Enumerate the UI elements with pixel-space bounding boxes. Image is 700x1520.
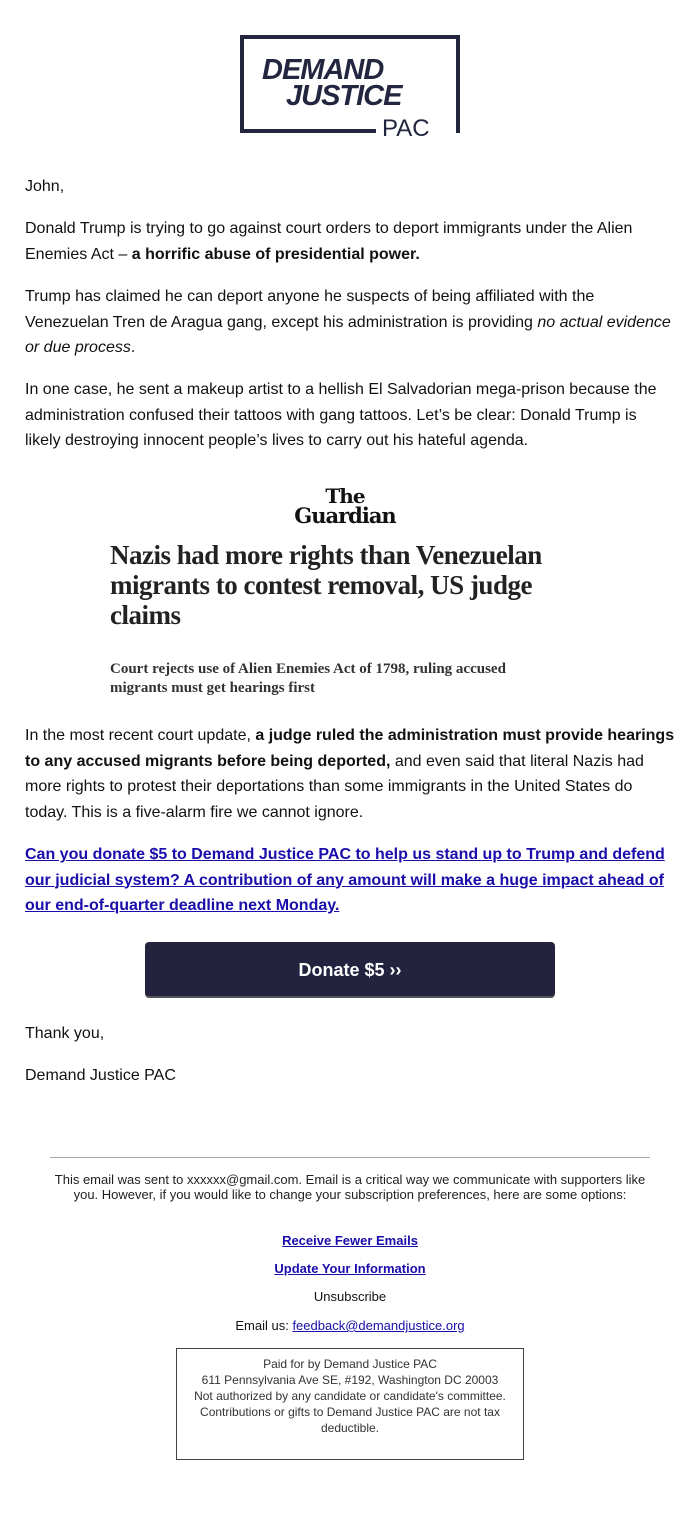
update-information-link[interactable]: Update Your Information (274, 1261, 426, 1276)
guardian-headline: Nazis had more rights than Venezuelan migrants to contest removal, US judge claims (110, 540, 542, 630)
paragraph-4-text: In the most recent court update, (25, 727, 256, 744)
logo-frame-bottom (240, 129, 376, 133)
donation-ask-link[interactable]: Can you donate $5 to Demand Justice PAC to help us stand up to Trump and defend our judicial system? A contribution of any amount will make a huge impact ahead of our end-of-quarter deadline next Monday. (25, 846, 665, 914)
donation-ask (25, 842, 665, 919)
paragraph-2-italic: no actual evidence or due process (25, 313, 671, 356)
paragraph-3: In one case, he sent a makeup artist to a hellish El Salvadorian mega-prison because the administration confused their tattoos with gang tattoos. Let’s be clear: Donald Trump is likely destroying innocent people’s lives to carry out his hateful agenda. (25, 381, 657, 449)
paragraph-2-text: Trump has claimed he can deport anyone he suspects of being affiliated with the Venezuelan Tren de Aragua gang, except his administration is providing (25, 288, 595, 331)
unsubscribe-link[interactable]: Unsubscribe (313, 1289, 387, 1304)
paragraph-4 (25, 723, 675, 825)
receive-fewer-emails (50, 1233, 650, 1248)
footer-divider (50, 1157, 650, 1158)
signature: Demand Justice PAC (25, 1067, 176, 1084)
logo-word-pac: PAC (382, 115, 430, 142)
disclaimer-not-authorized: Not authorized by any candidate or candidate's committee. (194, 1389, 506, 1403)
paragraph-1-bold: a horrific abuse of presidential power. (131, 245, 420, 263)
paragraph-1 (25, 216, 675, 267)
paragraph-1-text: Donald Trump is trying to go against court orders to deport immigrants under the Alien Enemies Act – (25, 220, 633, 263)
signoff: Thank you, (25, 1025, 105, 1042)
guardian-subhead: Court rejects use of Alien Enemies Act of 1798, ruling accused migrants must get hearings first (110, 661, 506, 696)
logo-word-demand: DEMAND (262, 54, 384, 86)
paragraph-4-end: and even said that literal Nazis had more rights to protest their deportations than some immigrants in the United States do today. This is a five-alarm fire we cannot ignore. (25, 752, 644, 821)
email-us (50, 1318, 650, 1333)
guardian-logo-guardian: Guardian (294, 503, 396, 528)
email-us-address-link[interactable]: feedback@demandjustice.org (292, 1318, 465, 1333)
donate-button[interactable]: Donate $5 ›› (145, 942, 555, 996)
email-us-label: Email us: (235, 1318, 293, 1333)
logo-word-justice: JUSTICE (286, 80, 402, 112)
paragraph-2-end: . (130, 339, 136, 356)
receive-fewer-emails-link[interactable]: Receive Fewer Emails (282, 1233, 418, 1248)
disclaimer-paid-for: Paid for by Demand Justice PAC (263, 1357, 437, 1371)
greeting: John, (25, 178, 65, 195)
disclaimer-not-deductible: Contributions or gifts to Demand Justice PAC are not tax deductible. (200, 1405, 500, 1435)
logo-frame-left (240, 35, 244, 133)
disclaimer-address: 611 Pennsylvania Ave SE, #192, Washington DC 20003 (201, 1373, 499, 1387)
logo-frame-top (240, 35, 460, 39)
paragraph-4-bold: a judge ruled the administration must provide hearings to any accused migrants before being deported, (25, 727, 675, 770)
paid-for-disclaimer (176, 1348, 524, 1460)
logo-frame-right (456, 35, 460, 133)
guardian-logo-the: The (325, 484, 365, 508)
footer-notice: This email was sent to xxxxxx@gmail.com. Email is a critical way we communicate with supporters like you. However, if you would like to change your subscription preferences, here are some options: (54, 1172, 646, 1202)
update-information (50, 1261, 650, 1276)
paragraph-2 (25, 284, 675, 361)
guardian-logo (290, 486, 400, 526)
